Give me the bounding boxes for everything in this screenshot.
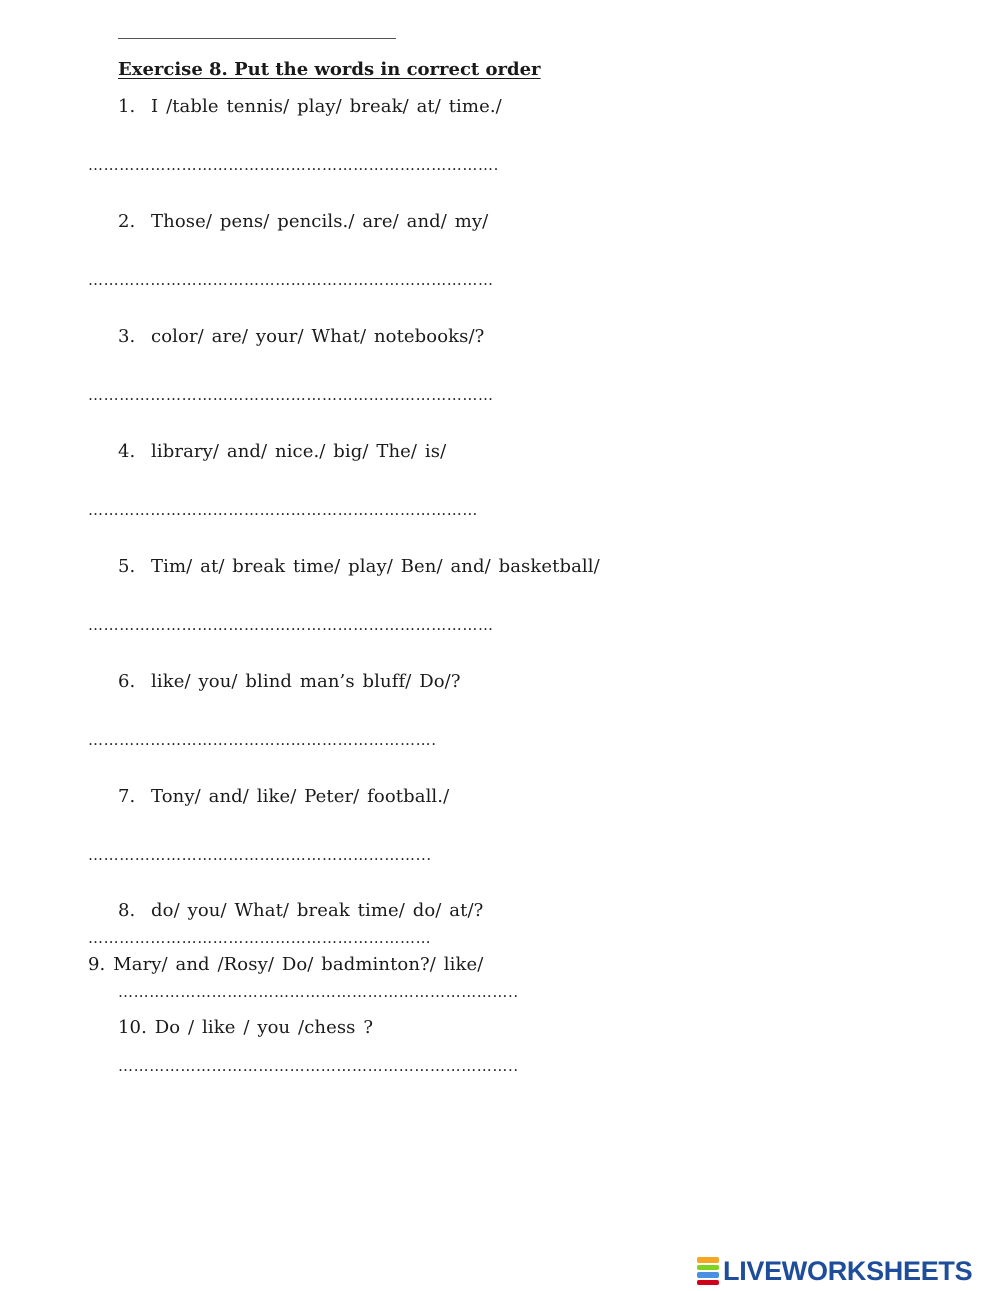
exercise-title: Exercise 8. Put the words in correct order xyxy=(118,59,541,80)
question-text: do/ you/ What/ break time/ do/ at/? xyxy=(151,900,484,921)
answer-line-4[interactable]: ………………………………………………………………… xyxy=(88,501,478,519)
question-text: like/ you/ blind man’s bluff/ Do/? xyxy=(151,671,461,692)
question-text: Those/ pens/ pencils./ are/ and/ my/ xyxy=(151,211,489,232)
question-number: 4. xyxy=(118,441,136,462)
question-6 xyxy=(118,671,461,692)
logo-text: LIVEWORKSHEETS xyxy=(723,1255,973,1286)
question-number: 10. xyxy=(118,1017,147,1038)
liveworksheets-logo[interactable] xyxy=(697,1254,972,1288)
logo-block xyxy=(697,1265,719,1271)
answer-line-7[interactable]: ………………………………………………………... xyxy=(88,846,432,864)
answer-line-8[interactable]: ………………………………………………………… xyxy=(88,929,432,947)
answer-line-9[interactable]: ………………………………………………………………….. xyxy=(118,983,519,1001)
question-1 xyxy=(118,96,502,117)
question-5 xyxy=(118,556,600,577)
logo-block xyxy=(697,1272,719,1278)
question-number: 6. xyxy=(118,671,136,692)
question-text: library/ and/ nice./ big/ The/ is/ xyxy=(151,441,447,462)
question-8 xyxy=(118,900,483,921)
question-text: Tony/ and/ like/ Peter/ football./ xyxy=(151,786,450,807)
answer-line-1[interactable]: ……………………………………………………………………. xyxy=(88,156,499,174)
question-9 xyxy=(88,954,483,975)
answer-line-10[interactable]: ………………………………………………………………….. xyxy=(118,1057,519,1075)
question-3 xyxy=(118,326,484,347)
answer-line-3[interactable]: …………………………………………………………………… xyxy=(88,386,494,404)
question-number: 5. xyxy=(118,556,136,577)
answer-line-5[interactable]: …………………………………………………………………… xyxy=(88,616,494,634)
question-text: color/ are/ your/ What/ notebooks/? xyxy=(151,326,485,347)
question-text: I /table tennis/ play/ break/ at/ time./ xyxy=(151,96,502,117)
question-text: Do / like / you /chess ? xyxy=(154,1017,374,1038)
answer-line-2[interactable]: …………………………………………………………………… xyxy=(88,271,494,289)
logo-block xyxy=(697,1257,719,1263)
question-7 xyxy=(118,786,449,807)
question-4 xyxy=(118,441,446,462)
question-2 xyxy=(118,211,488,232)
question-number: 1. xyxy=(118,96,136,117)
question-number: 9. xyxy=(88,954,106,975)
question-number: 8. xyxy=(118,900,136,921)
question-number: 3. xyxy=(118,326,136,347)
question-text: Mary/ and /Rosy/ Do/ badminton?/ like/ xyxy=(113,954,484,975)
answer-line-6[interactable]: …………………………………………………………. xyxy=(88,731,437,749)
question-number: 2. xyxy=(118,211,136,232)
logo-block xyxy=(697,1280,719,1286)
question-10 xyxy=(118,1017,373,1038)
logo-blocks-icon xyxy=(697,1257,719,1285)
top-rule xyxy=(118,38,396,39)
question-number: 7. xyxy=(118,786,136,807)
question-text: Tim/ at/ break time/ play/ Ben/ and/ basketball/ xyxy=(151,556,600,577)
